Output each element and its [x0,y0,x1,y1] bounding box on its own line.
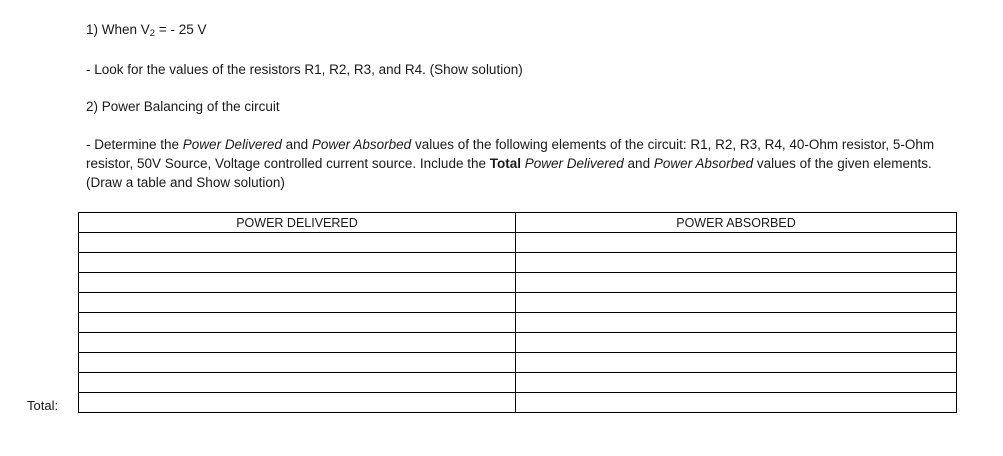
delivered-cell[interactable] [79,273,516,293]
table-row[interactable] [79,313,957,333]
question-1-prefix: 1) When V [86,22,150,37]
total-label: Total: [27,398,59,413]
question-2-instruction [86,135,946,192]
absorbed-cell[interactable] [516,353,957,373]
absorbed-cell[interactable] [516,313,957,333]
question-1-suffix: = - 25 V [155,22,207,37]
delivered-cell[interactable] [79,333,516,353]
question-2-heading: 2) Power Balancing of the circuit [86,99,280,114]
para-emphasis-1: Power Delivered [182,137,282,152]
para-emphasis-2: Power Absorbed [311,137,412,152]
para-bold-total: Total [489,156,521,171]
table-row[interactable] [79,373,957,393]
para-emphasis-4: Power Absorbed [653,156,754,171]
para-text-5: and [623,156,654,171]
absorbed-cell[interactable] [516,253,957,273]
header-power-absorbed: POWER ABSORBED [516,213,957,233]
absorbed-cell[interactable] [516,273,957,293]
delivered-cell[interactable] [79,353,516,373]
table-row[interactable] [79,233,957,253]
table-row-total[interactable] [79,393,957,413]
delivered-cell[interactable] [79,253,516,273]
delivered-cell[interactable] [79,313,516,333]
question-1-heading [86,20,206,43]
power-table [78,212,957,413]
total-absorbed-cell[interactable] [516,393,957,413]
para-emphasis-3: Power Delivered [524,156,624,171]
absorbed-cell[interactable] [516,293,957,313]
absorbed-cell[interactable] [516,333,957,353]
question-1-instruction: - Look for the values of the resistors R1, R2, R3, and R4. (Show solution) [86,62,523,77]
delivered-cell[interactable] [79,293,516,313]
absorbed-cell[interactable] [516,233,957,253]
table-row[interactable] [79,333,957,353]
question-1-subscript: 2 [149,28,156,39]
table-row[interactable] [79,353,957,373]
table-header-row [79,213,957,233]
para-text-6: values of the given elements. (Draw a table and Show solution) [86,156,932,190]
absorbed-cell[interactable] [516,373,957,393]
header-power-delivered: POWER DELIVERED [79,213,516,233]
total-delivered-cell[interactable] [79,393,516,413]
para-text-3: values of the following elements of the circuit: R1, R2, R3, R4, 40-Ohm resistor, 5-Ohm resistor, 50V Source, Voltage controlled current source. Include the [86,137,935,171]
para-text-1: - Determine the [86,137,183,152]
delivered-cell[interactable] [79,233,516,253]
para-text-2: and [281,137,312,152]
table-row[interactable] [79,293,957,313]
delivered-cell[interactable] [79,373,516,393]
table-row[interactable] [79,253,957,273]
table-row[interactable] [79,273,957,293]
